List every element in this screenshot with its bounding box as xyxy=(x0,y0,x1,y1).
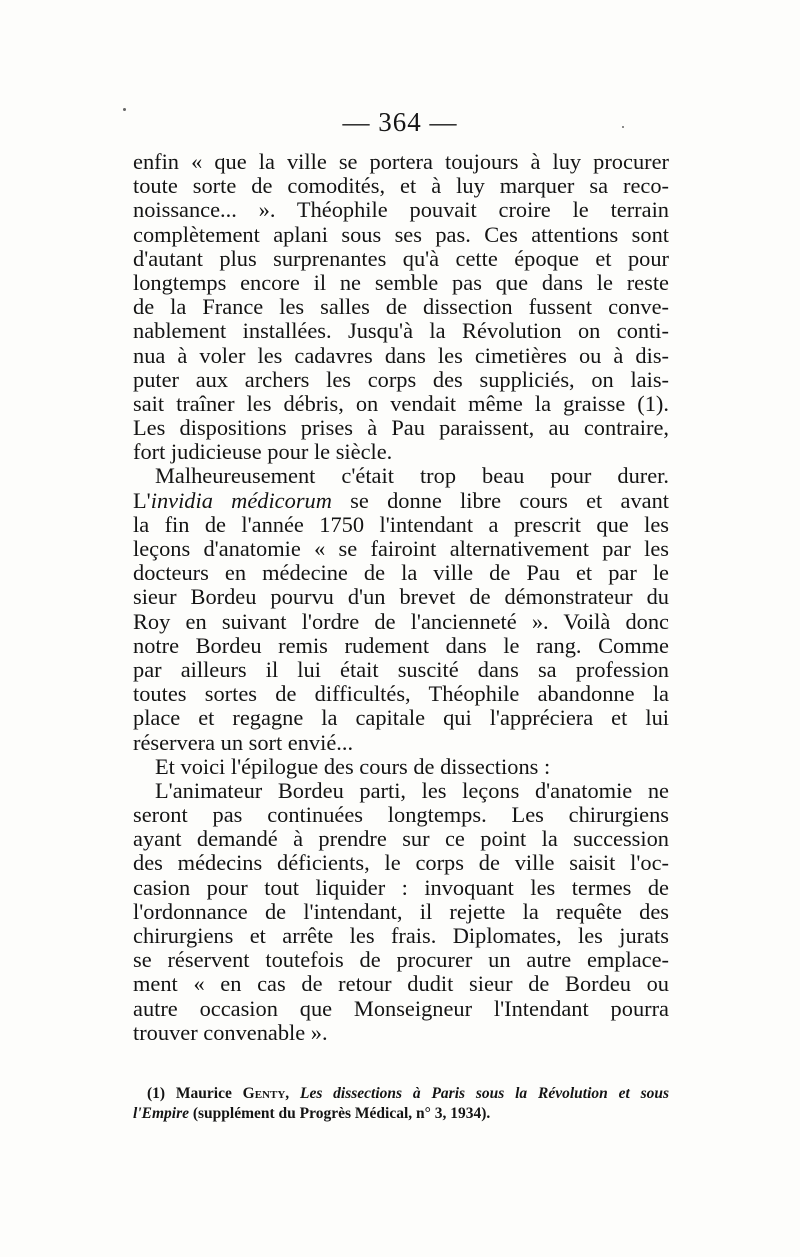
text-line: d'autant plus surprenantes qu'à cette époque et pour xyxy=(133,245,669,271)
text-line: Malheureusement c'était trop beau pour durer. xyxy=(155,463,669,489)
text-line: Les dispositions prises à Pau paraissent, au contraire, xyxy=(133,415,669,441)
footnote-comma: , xyxy=(285,1085,300,1102)
footnote-title: l'Empire xyxy=(133,1105,189,1122)
text-line: Roy en suivant l'ordre de l'ancienneté ». Voilà donc xyxy=(133,608,669,634)
text-line: de la France les salles de dissection fussent conve- xyxy=(133,294,669,320)
text-line: fort judicieuse pour le siècle. xyxy=(133,439,393,465)
text-line xyxy=(133,489,669,513)
text-line: place et regagne la capitale qui l'appréciera et lui xyxy=(133,705,669,731)
text-line: ment « en cas de retour dudit sieur de Bordeu ou xyxy=(133,971,669,997)
text-line: chirurgiens et arrête les frais. Diplomates, les jurats xyxy=(133,923,669,948)
footnote-marker: (1) Maurice xyxy=(147,1085,243,1102)
text-line: nablement installées. Jusqu'à la Révolution on conti- xyxy=(133,318,669,344)
footnote-title: Les dissections à Paris sous la Révolution et sous xyxy=(299,1085,669,1102)
text-line: sait traîner les débris, on vendait même la graisse (1). xyxy=(133,390,669,416)
text-line: par ailleurs il lui était suscité dans sa profession xyxy=(133,656,669,682)
text-line: la fin de l'année 1750 l'intendant a prescrit que les xyxy=(133,511,669,537)
text-line: notre Bordeu remis rudement dans le rang. Comme xyxy=(133,632,669,658)
text-line: complètement aplani sous ses pas. Ces attentions sont xyxy=(133,221,669,247)
footnote-line xyxy=(133,1084,669,1104)
text-line: des médecins déficients, le corps de ville saisit l'oc- xyxy=(133,850,669,876)
text-line: puter aux archers les corps des suppliciés, on lais- xyxy=(133,366,669,392)
text-line: ayant demandé à prendre sur ce point la succession xyxy=(133,826,669,852)
text-fragment: L' xyxy=(133,487,151,513)
text-line: longtemps encore il ne semble pas que dans le reste xyxy=(133,269,669,295)
text-line: nua à voler les cadavres dans les cimetières ou à dis- xyxy=(133,342,669,368)
text-line: noissance... ». Théophile pouvait croire le terrain xyxy=(133,197,669,223)
text-line: toute sorte de comodités, et à luy marquer sa reco- xyxy=(133,173,669,199)
text-line: toutes sortes de difficultés, Théophile abandonne la xyxy=(133,681,669,707)
text-line: enfin « que la ville se portera toujours à luy procurer xyxy=(133,149,669,174)
text-line: L'animateur Bordeu parti, les leçons d'anatomie ne xyxy=(155,777,669,803)
text-line: seront pas continuées longtemps. Les chirurgiens xyxy=(133,802,669,828)
text-line: réservera un sort envié... xyxy=(133,729,354,755)
text-line: leçons d'anatomie « se fairoint alternativement par les xyxy=(133,536,669,561)
text-line: se réservent toutefois de procurer un autre emplace- xyxy=(133,947,669,973)
text-line: Et voici l'épilogue des cours de dissections : xyxy=(155,753,551,779)
text-line: sieur Bordeu pourvu d'un brevet de démonstrateur du xyxy=(133,584,669,610)
text-line: autre occasion que Monseigneur l'Intendant pourra xyxy=(133,995,669,1021)
main-text xyxy=(133,150,669,1045)
footnote-source: (supplément du Progrès Médical, n° 3, 1934). xyxy=(188,1105,491,1122)
page-number: — 364 — xyxy=(342,107,458,137)
text-fragment: se donne libre cours et avant xyxy=(331,487,669,513)
footnote-author: Genty xyxy=(242,1085,286,1102)
text-line: casion pour tout liquider : invoquant les termes de xyxy=(133,874,669,900)
text-line: trouver convenable ». xyxy=(133,1019,328,1045)
footnote-line xyxy=(133,1104,669,1124)
latin-phrase: invidia médicorum xyxy=(150,487,332,513)
text-line: l'ordonnance de l'intendant, il rejette la requête des xyxy=(133,898,669,924)
text-line: docteurs en médecine de la ville de Pau et par le xyxy=(133,560,669,586)
footnote xyxy=(133,1084,669,1124)
